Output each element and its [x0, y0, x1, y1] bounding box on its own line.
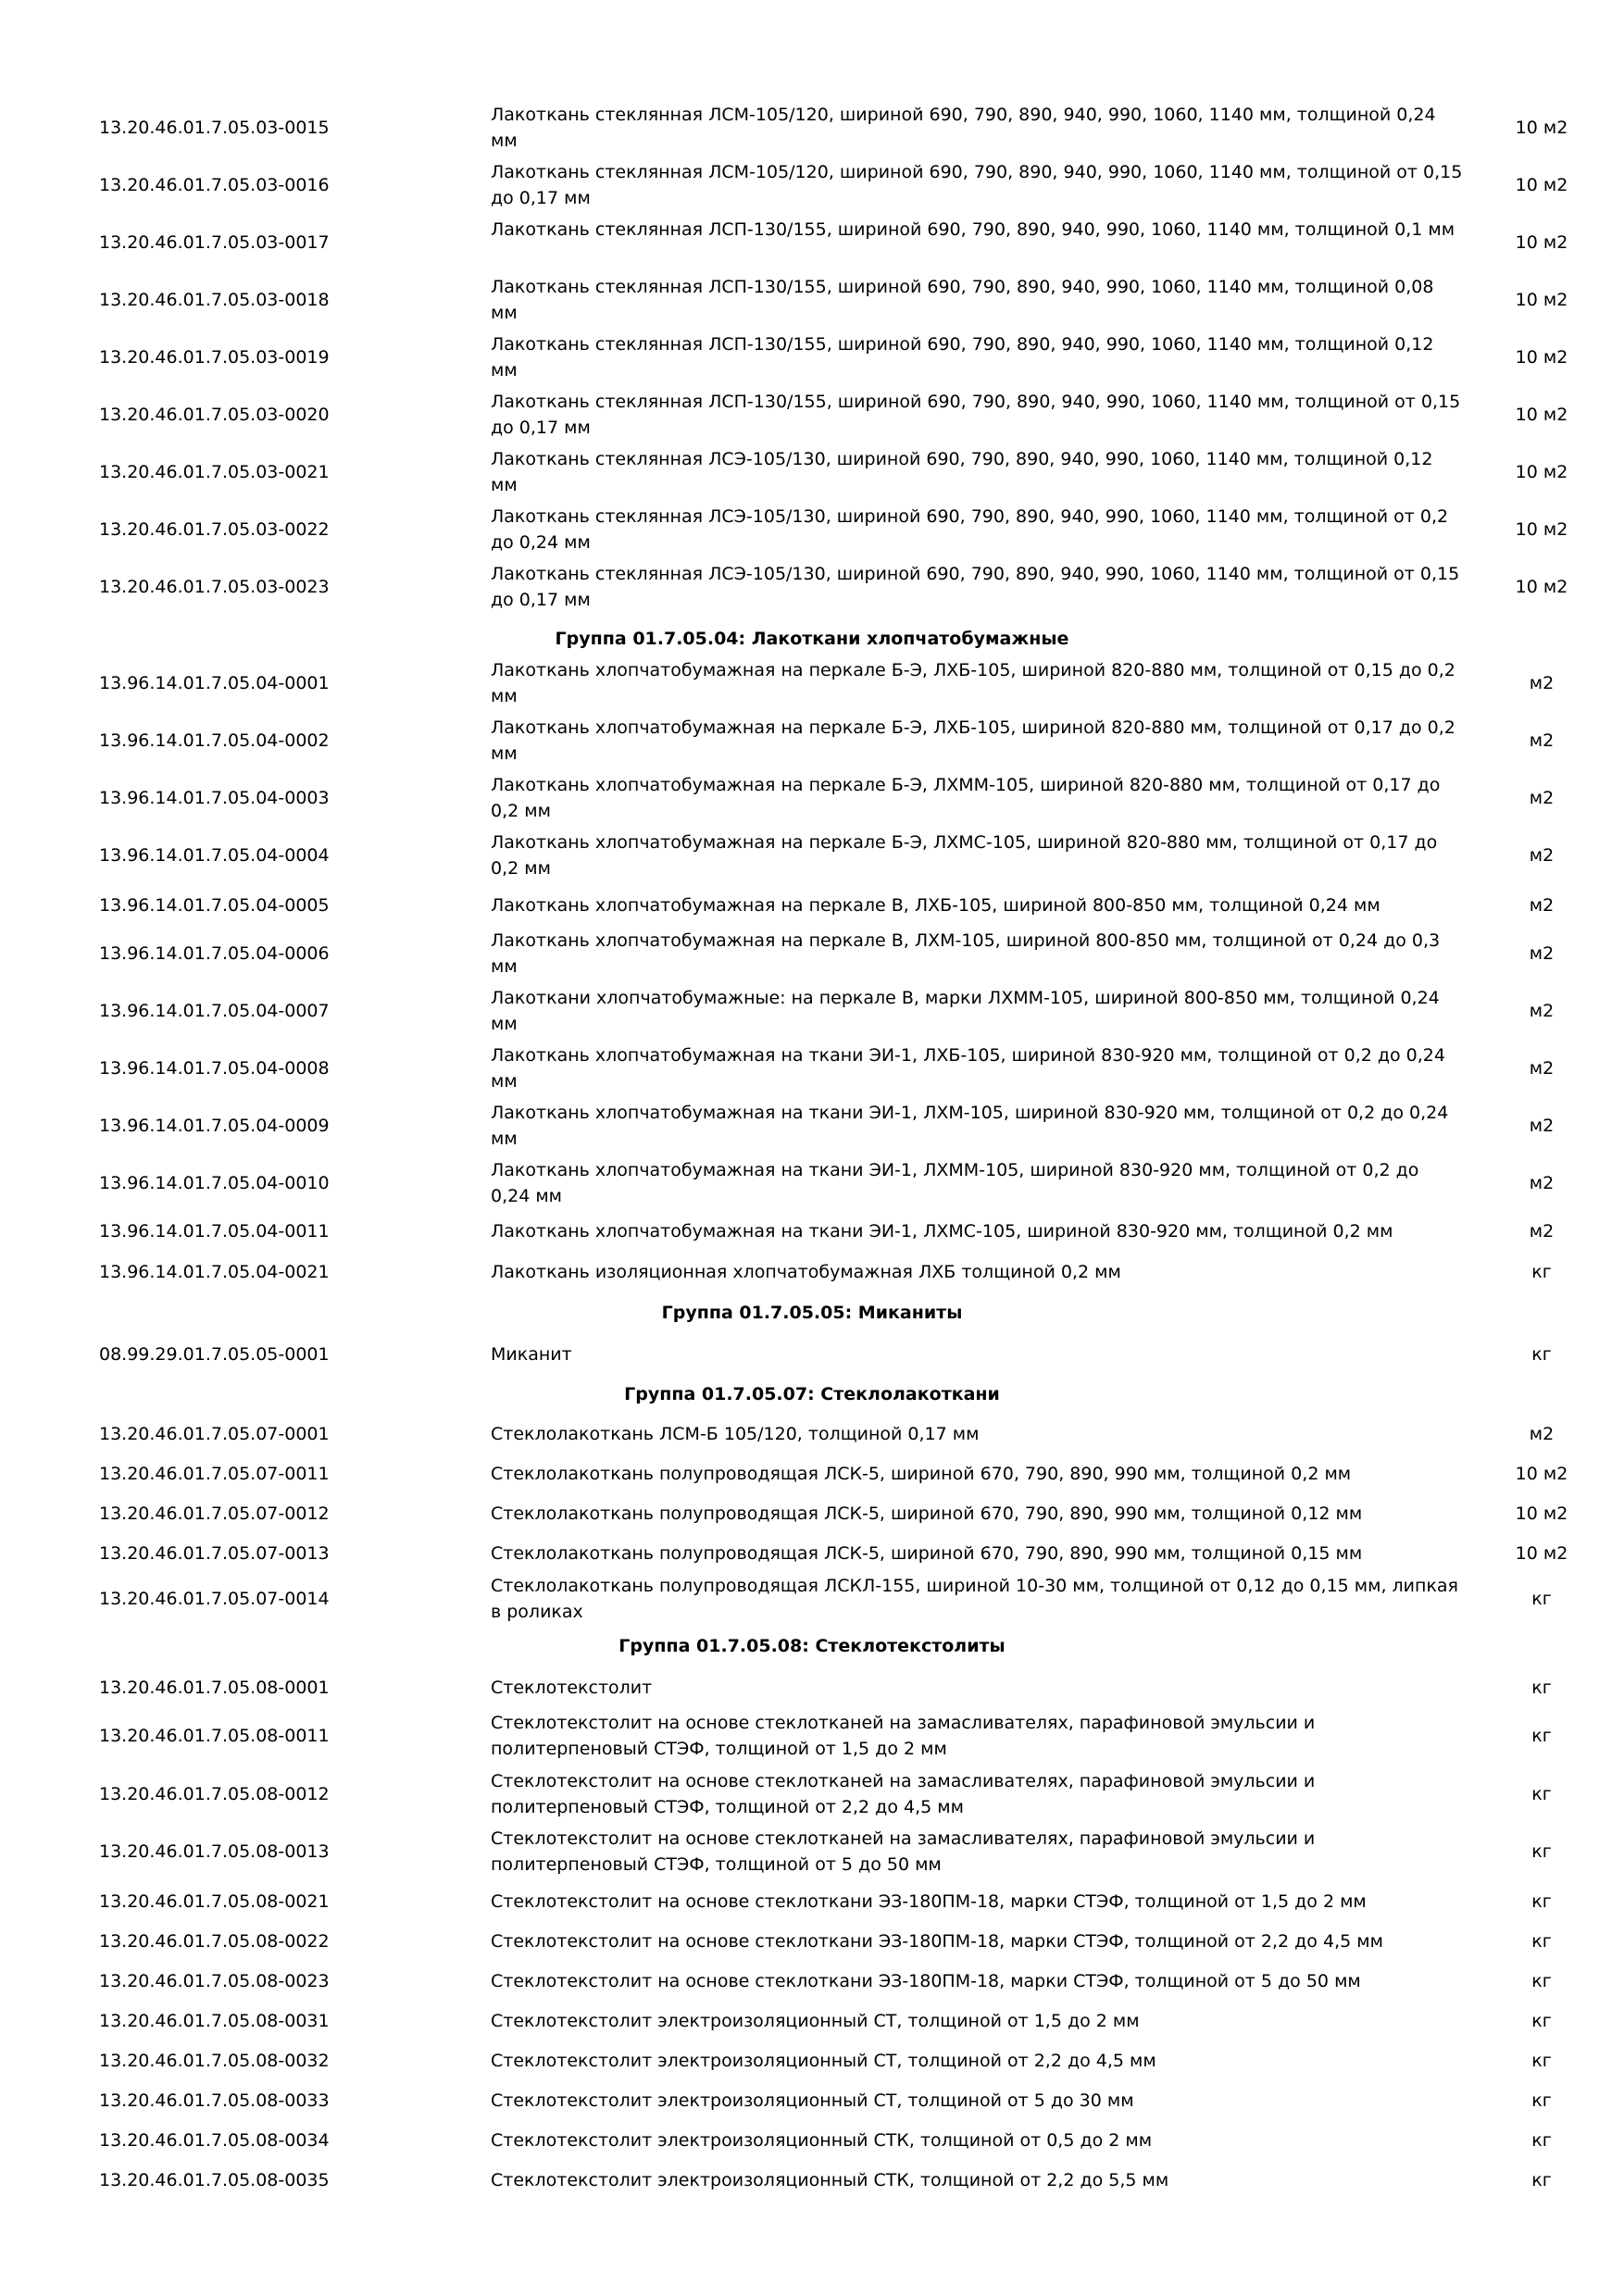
item-code: 13.20.46.01.7.05.03-0015 [99, 118, 330, 138]
group-heading: Группа 01.7.05.08: Стеклотекстолиты [618, 1636, 1006, 1656]
item-code: 13.96.14.01.7.05.04-0006 [99, 943, 330, 964]
item-description: Лакоткань изоляционная хлопчатобумажная ЛХБ толщиной 0,2 мм [491, 1262, 1121, 1282]
item-unit: кг [1531, 2051, 1552, 2071]
item-unit: кг [1531, 2011, 1552, 2031]
item-code: 13.20.46.01.7.05.03-0017 [99, 232, 330, 253]
item-unit: 10 м2 [1515, 290, 1568, 310]
item-code: 13.20.46.01.7.05.03-0021 [99, 462, 330, 482]
item-code: 13.20.46.01.7.05.03-0018 [99, 290, 330, 310]
item-description: Стеклотекстолит на основе стеклотканей на замасливателях, парафиновой эмульсии и политерпеновый СТЭФ, толщиной от 2,2 до 4,5 мм [491, 1771, 1316, 1817]
item-description: Стеклотекстолит электроизоляционный СТ, толщиной от 1,5 до 2 мм [491, 2011, 1140, 2031]
item-code: 13.20.46.01.7.05.08-0031 [99, 2011, 330, 2031]
item-description: Стеклотекстолит электроизоляционный СТ, толщиной от 2,2 до 4,5 мм [491, 2051, 1156, 2071]
item-code: 13.20.46.01.7.05.08-0035 [99, 2170, 330, 2190]
item-unit: 10 м2 [1515, 462, 1568, 482]
item-unit: кг [1531, 1262, 1552, 1282]
item-unit: 10 м2 [1515, 1504, 1568, 1524]
item-code: 13.20.46.01.7.05.03-0023 [99, 577, 330, 597]
item-unit: 10 м2 [1515, 232, 1568, 253]
item-code: 13.20.46.01.7.05.08-0033 [99, 2090, 330, 2111]
item-unit: кг [1531, 1726, 1552, 1746]
item-code: 13.20.46.01.7.05.07-0001 [99, 1424, 330, 1444]
item-code: 13.96.14.01.7.05.04-0005 [99, 895, 330, 916]
item-description: Лакоткань стеклянная ЛСЭ-105/130, шириной 690, 790, 890, 940, 990, 1060, 1140 мм, толщиной от 0,2 до 0,24 мм [491, 506, 1449, 553]
item-code: 13.20.46.01.7.05.07-0014 [99, 1589, 330, 1609]
item-unit: м2 [1529, 673, 1555, 693]
item-description: Лакоткань хлопчатобумажная на ткани ЭИ-1, ЛХМ-105, шириной 830-920 мм, толщиной от 0,2 до 0,24 мм [491, 1103, 1449, 1149]
group-heading: Группа 01.7.05.04: Лакоткани хлопчатобумажные [555, 629, 1069, 649]
group-heading: Группа 01.7.05.07: Стеклолакоткани [624, 1384, 1000, 1404]
item-description: Лакоткань стеклянная ЛСЭ-105/130, шириной 690, 790, 890, 940, 990, 1060, 1140 мм, толщиной 0,12 мм [491, 449, 1433, 495]
item-description: Стеклотекстолит [491, 1678, 653, 1698]
item-description: Лакоткань стеклянная ЛСП-130/155, шириной 690, 790, 890, 940, 990, 1060, 1140 мм, толщиной 0,12 мм [491, 334, 1434, 381]
item-description: Лакоткань хлопчатобумажная на перкале В, ЛХБ-105, шириной 800-850 мм, толщиной 0,24 мм [491, 895, 1380, 916]
item-unit: 10 м2 [1515, 519, 1568, 540]
item-unit: 10 м2 [1515, 118, 1568, 138]
item-code: 13.96.14.01.7.05.04-0003 [99, 788, 330, 808]
item-code: 13.96.14.01.7.05.04-0021 [99, 1262, 330, 1282]
item-unit: кг [1531, 1784, 1552, 1804]
item-unit: м2 [1529, 730, 1555, 751]
item-unit: 10 м2 [1515, 1543, 1568, 1564]
item-description: Лакоткань стеклянная ЛСМ-105/120, шириной 690, 790, 890, 940, 990, 1060, 1140 мм, толщиной от 0,15 до 0,17 мм [491, 162, 1463, 208]
item-unit: кг [1531, 1344, 1552, 1365]
item-code: 13.20.46.01.7.05.08-0013 [99, 1841, 330, 1862]
item-code: 13.96.14.01.7.05.04-0002 [99, 730, 330, 751]
item-description: Стеклотекстолит на основе стеклотканей на замасливателях, парафиновой эмульсии и политерпеновый СТЭФ, толщиной от 5 до 50 мм [491, 1828, 1316, 1875]
item-code: 13.96.14.01.7.05.04-0009 [99, 1116, 330, 1136]
item-description: Стеклолакоткань полупроводящая ЛСК-5, шириной 670, 790, 890, 990 мм, толщиной 0,2 мм [491, 1464, 1352, 1484]
item-description: Лакоткань хлопчатобумажная на ткани ЭИ-1, ЛХМС-105, шириной 830-920 мм, толщиной 0,2 мм [491, 1221, 1393, 1242]
item-description: Миканит [491, 1344, 572, 1365]
item-code: 13.96.14.01.7.05.04-0010 [99, 1173, 330, 1193]
item-unit: кг [1531, 1589, 1552, 1609]
item-description: Лакоткань стеклянная ЛСП-130/155, шириной 690, 790, 890, 940, 990, 1060, 1140 мм, толщиной 0,08 мм [491, 277, 1434, 323]
item-code: 13.20.46.01.7.05.08-0032 [99, 2051, 330, 2071]
item-code: 13.20.46.01.7.05.08-0022 [99, 1931, 330, 1952]
item-code: 13.20.46.01.7.05.08-0034 [99, 2130, 330, 2151]
item-code: 13.20.46.01.7.05.03-0022 [99, 519, 330, 540]
item-unit: 10 м2 [1515, 347, 1568, 368]
item-description: Стеклотекстолит электроизоляционный СТ, толщиной от 5 до 30 мм [491, 2090, 1134, 2111]
item-unit: кг [1531, 2170, 1552, 2190]
item-description: Стеклолакоткань ЛСМ-Б 105/120, толщиной 0,17 мм [491, 1424, 980, 1444]
item-unit: кг [1531, 1841, 1552, 1862]
item-description: Стеклотекстолит электроизоляционный СТК, толщиной от 2,2 до 5,5 мм [491, 2170, 1169, 2190]
item-description: Стеклолакоткань полупроводящая ЛСКЛ-155, шириной 10-30 мм, толщиной от 0,12 до 0,15 мм, липкая в роликах [491, 1576, 1458, 1622]
item-code: 13.96.14.01.7.05.04-0011 [99, 1221, 330, 1242]
item-unit: кг [1531, 1891, 1552, 1912]
item-description: Стеклотекстолит на основе стеклоткани ЭЗ-180ПМ-18, марки СТЭФ, толщиной от 2,2 до 4,5 мм [491, 1931, 1383, 1952]
item-code: 13.20.46.01.7.05.08-0021 [99, 1891, 330, 1912]
item-code: 08.99.29.01.7.05.05-0001 [99, 1344, 330, 1365]
item-unit: м2 [1529, 1116, 1555, 1136]
item-description: Лакоткань хлопчатобумажная на перкале Б-Э, ЛХММ-105, шириной 820-880 мм, толщиной от 0,17 до 0,2 мм [491, 775, 1441, 821]
item-unit: 10 м2 [1515, 1464, 1568, 1484]
item-unit: м2 [1529, 1221, 1555, 1242]
item-code: 13.20.46.01.7.05.07-0013 [99, 1543, 330, 1564]
item-unit: м2 [1529, 895, 1555, 916]
item-code: 13.96.14.01.7.05.04-0001 [99, 673, 330, 693]
item-description: Лакоткань хлопчатобумажная на перкале Б-Э, ЛХБ-105, шириной 820-880 мм, толщиной от 0,15 до 0,2 мм [491, 660, 1455, 706]
item-unit: 10 м2 [1515, 405, 1568, 425]
item-code: 13.20.46.01.7.05.08-0011 [99, 1726, 330, 1746]
item-unit: м2 [1529, 1058, 1555, 1079]
item-description: Стеклолакоткань полупроводящая ЛСК-5, шириной 670, 790, 890, 990 мм, толщиной 0,12 мм [491, 1504, 1363, 1524]
item-description: Лакоткань стеклянная ЛСП-130/155, шириной 690, 790, 890, 940, 990, 1060, 1140 мм, толщиной от 0,15 до 0,17 мм [491, 392, 1461, 438]
item-code: 13.96.14.01.7.05.04-0008 [99, 1058, 330, 1079]
item-code: 13.96.14.01.7.05.04-0007 [99, 1001, 330, 1021]
item-description: Лакоткань стеклянная ЛСМ-105/120, шириной 690, 790, 890, 940, 990, 1060, 1140 мм, толщиной 0,24 мм [491, 105, 1436, 151]
item-description: Стеклотекстолит на основе стеклоткани ЭЗ-180ПМ-18, марки СТЭФ, толщиной от 5 до 50 мм [491, 1971, 1361, 1991]
group-heading: Группа 01.7.05.05: Миканиты [661, 1303, 963, 1323]
item-unit: м2 [1529, 1001, 1555, 1021]
item-unit: м2 [1529, 1424, 1555, 1444]
item-unit: кг [1531, 2130, 1552, 2151]
item-description: Лакоткань стеклянная ЛСП-130/155, шириной 690, 790, 890, 940, 990, 1060, 1140 мм, толщиной 0,1 мм [491, 219, 1455, 240]
item-code: 13.20.46.01.7.05.08-0001 [99, 1678, 330, 1698]
item-code: 13.20.46.01.7.05.03-0016 [99, 175, 330, 195]
item-unit: кг [1531, 1931, 1552, 1952]
item-unit: м2 [1529, 1173, 1555, 1193]
item-description: Лакоткани хлопчатобумажные: на перкале В, марки ЛХММ-105, шириной 800-850 мм, толщиной 0,24 мм [491, 988, 1440, 1034]
item-code: 13.20.46.01.7.05.07-0012 [99, 1504, 330, 1524]
item-unit: 10 м2 [1515, 175, 1568, 195]
item-unit: кг [1531, 1971, 1552, 1991]
item-code: 13.20.46.01.7.05.08-0012 [99, 1784, 330, 1804]
item-unit: кг [1531, 1678, 1552, 1698]
item-description: Стеклотекстолит на основе стеклотканей на замасливателях, парафиновой эмульсии и политерпеновый СТЭФ, толщиной от 1,5 до 2 мм [491, 1713, 1316, 1759]
item-description: Лакоткань хлопчатобумажная на ткани ЭИ-1, ЛХММ-105, шириной 830-920 мм, толщиной от 0,2 до 0,24 мм [491, 1160, 1419, 1206]
item-description: Стеклотекстолит электроизоляционный СТК, толщиной от 0,5 до 2 мм [491, 2130, 1153, 2151]
item-code: 13.20.46.01.7.05.03-0019 [99, 347, 330, 368]
item-code: 13.20.46.01.7.05.08-0023 [99, 1971, 330, 1991]
item-description: Стеклотекстолит на основе стеклоткани ЭЗ-180ПМ-18, марки СТЭФ, толщиной от 1,5 до 2 мм [491, 1891, 1367, 1912]
item-description: Стеклолакоткань полупроводящая ЛСК-5, шириной 670, 790, 890, 990 мм, толщиной 0,15 мм [491, 1543, 1363, 1564]
item-code: 13.96.14.01.7.05.04-0004 [99, 845, 330, 866]
item-description: Лакоткань стеклянная ЛСЭ-105/130, шириной 690, 790, 890, 940, 990, 1060, 1140 мм, толщиной от 0,15 до 0,17 мм [491, 564, 1460, 610]
item-code: 13.20.46.01.7.05.07-0011 [99, 1464, 330, 1484]
item-description: Лакоткань хлопчатобумажная на перкале В, ЛХМ-105, шириной 800-850 мм, толщиной от 0,24 до 0,3 мм [491, 930, 1441, 977]
item-code: 13.20.46.01.7.05.03-0020 [99, 405, 330, 425]
item-unit: 10 м2 [1515, 577, 1568, 597]
item-unit: м2 [1529, 943, 1555, 964]
item-unit: м2 [1529, 788, 1555, 808]
item-unit: м2 [1529, 845, 1555, 866]
item-description: Лакоткань хлопчатобумажная на перкале Б-Э, ЛХМС-105, шириной 820-880 мм, толщиной от 0,17 до 0,2 мм [491, 832, 1438, 879]
item-description: Лакоткань хлопчатобумажная на перкале Б-Э, ЛХБ-105, шириной 820-880 мм, толщиной от 0,17 до 0,2 мм [491, 718, 1455, 764]
item-description: Лакоткань хлопчатобумажная на ткани ЭИ-1, ЛХБ-105, шириной 830-920 мм, толщиной от 0,2 до 0,24 мм [491, 1045, 1445, 1092]
item-unit: кг [1531, 2090, 1552, 2111]
